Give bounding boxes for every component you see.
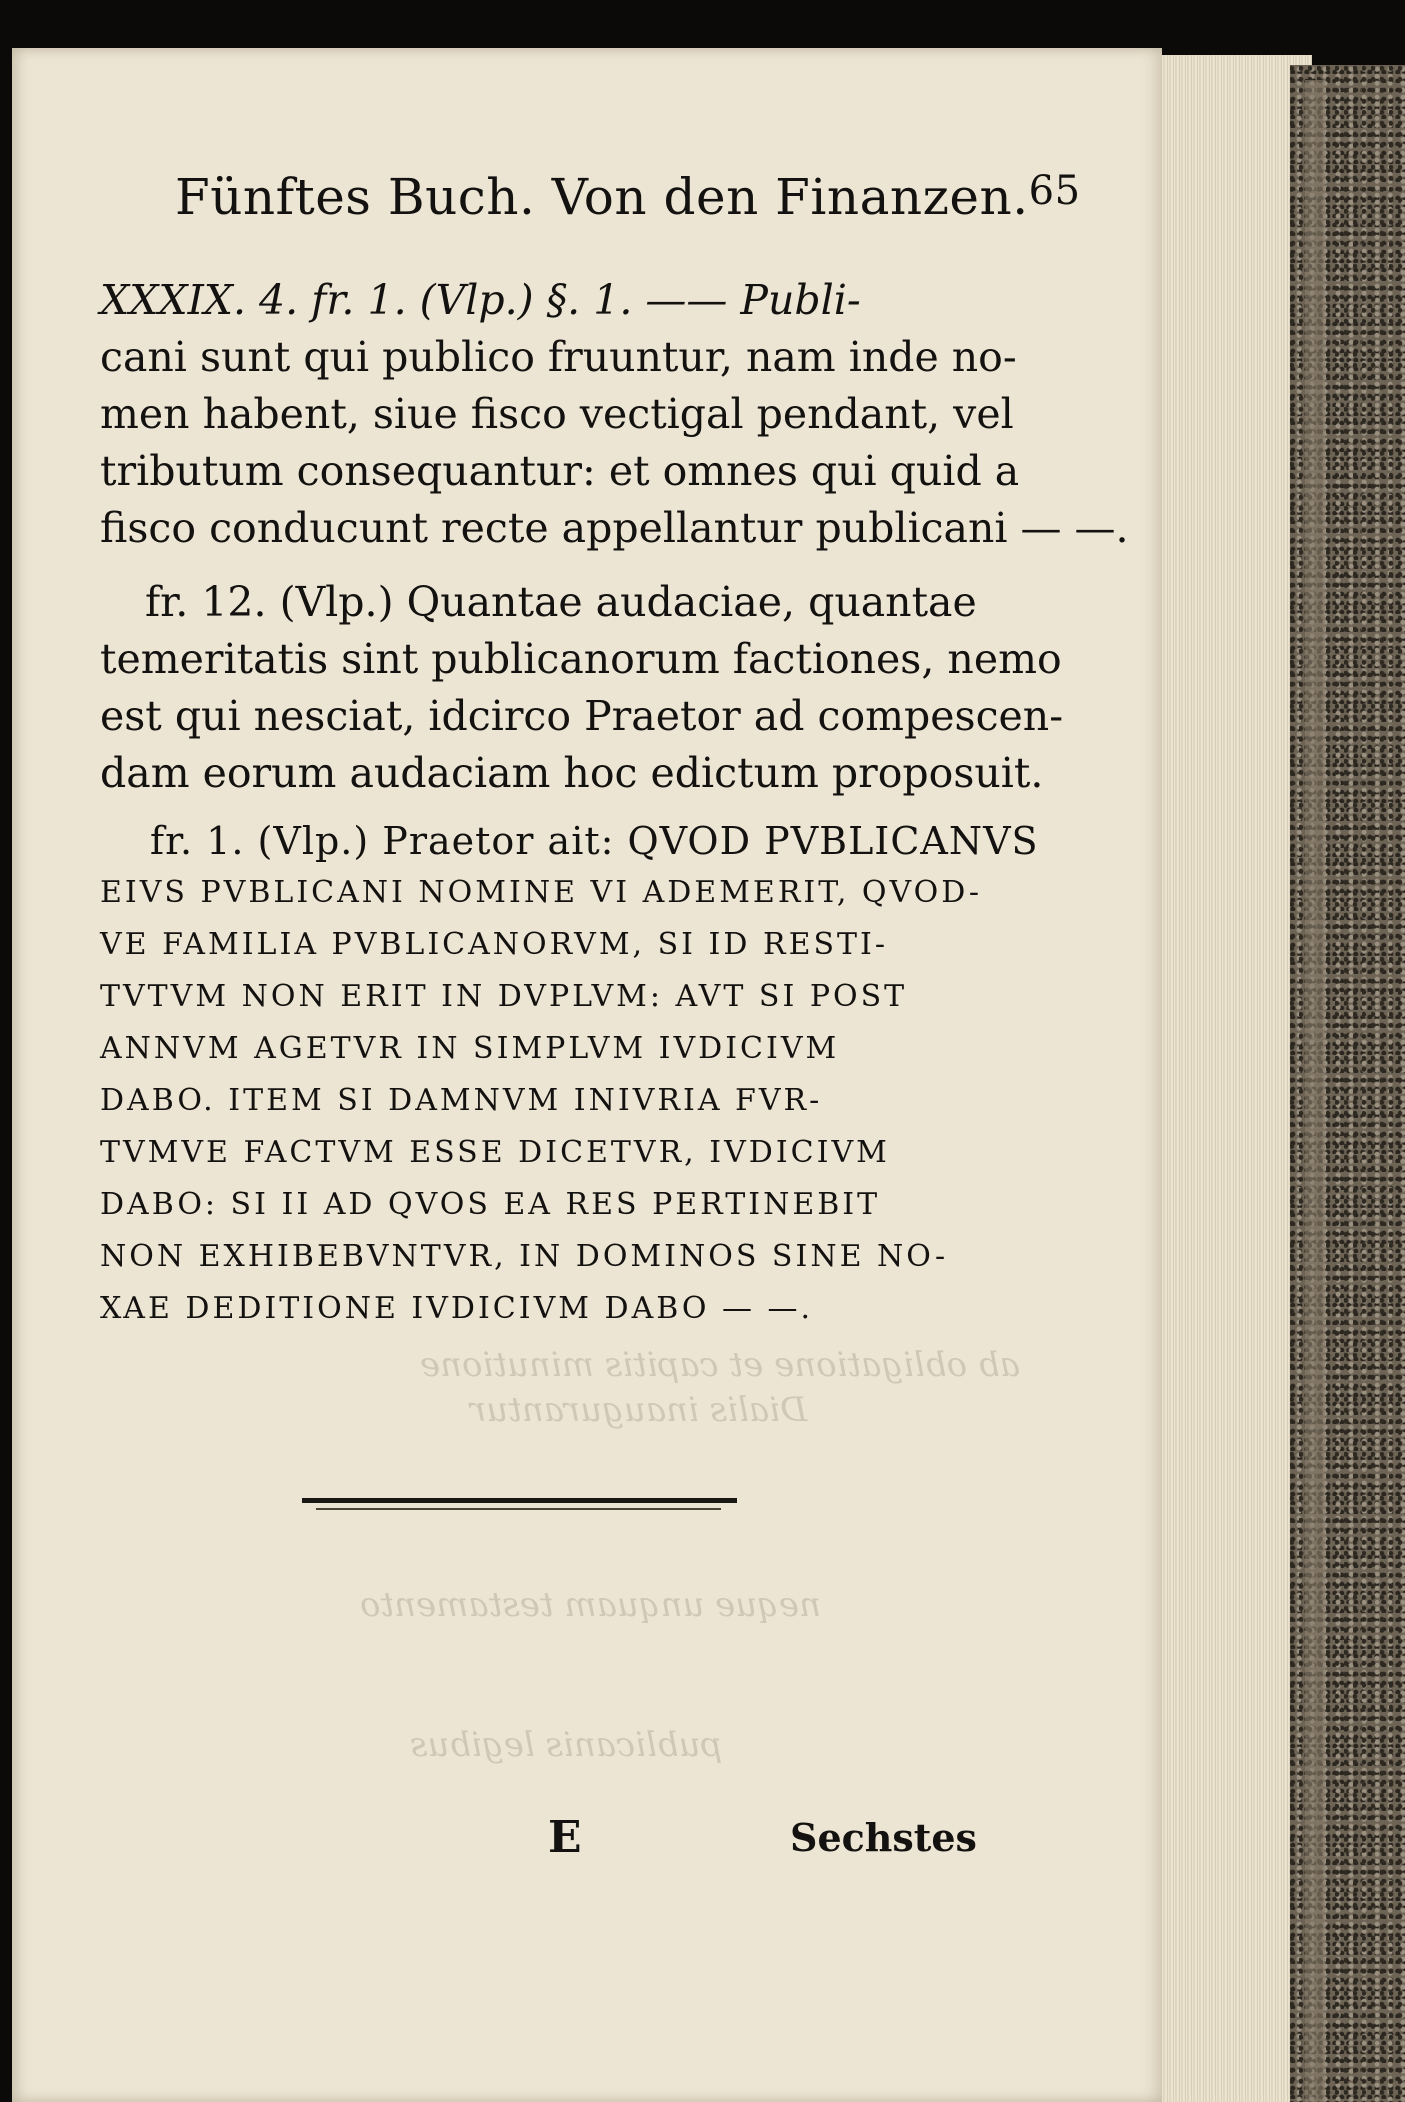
text-line: temeritatis sint publicanorum factiones, nemo bbox=[100, 635, 1062, 683]
running-header bbox=[175, 168, 1081, 226]
text-line: NON EXHIBEBVNTVR, IN DOMINOS SINE NO- bbox=[100, 1239, 949, 1274]
paragraph-1 bbox=[100, 272, 1129, 557]
text-line: fr. 12. (Vlp.) Quantae audaciae, quantae bbox=[145, 578, 977, 626]
text-line: fisco conducunt recte appellantur publicani — —. bbox=[100, 504, 1129, 552]
cover-edge bbox=[1305, 80, 1325, 2102]
running-title: Fünftes Buch. Von den Finanzen. bbox=[175, 168, 1029, 226]
show-through-text: publicanis legibus bbox=[410, 1725, 723, 1765]
text-line: est qui nesciat, idcirco Praetor ad compescen- bbox=[100, 692, 1064, 740]
text-line: men habent, siue fisco vectigal pendant, vel bbox=[100, 390, 1014, 438]
text-line: DABO: SI II AD QVOS EA RES PERTINEBIT bbox=[100, 1187, 881, 1222]
text-line: fr. 1. (Vlp.) Praetor ait: QVOD PVBLICANVS bbox=[150, 819, 1039, 863]
catchword: Sechstes bbox=[790, 1815, 977, 1860]
section-divider bbox=[302, 1498, 737, 1503]
signature-mark: E bbox=[548, 1812, 582, 1863]
text-line: XAE DEDITIONE IVDICIVM DABO — —. bbox=[100, 1291, 814, 1326]
text-line: cani sunt qui publico fruuntur, nam inde no- bbox=[100, 333, 1017, 381]
show-through-text: ab obligatione et capitis minutione bbox=[420, 1345, 1020, 1385]
section-divider-shadow bbox=[316, 1508, 721, 1510]
text-line: TVMVE FACTVM ESSE DICETVR, IVDICIVM bbox=[100, 1135, 890, 1170]
text-line: ANNVM AGETVR IN SIMPLVM IVDICIVM bbox=[100, 1031, 840, 1066]
text-line: DABO. ITEM SI DAMNVM INIVRIA FVR- bbox=[100, 1083, 823, 1118]
text-line: tributum consequantur: et omnes qui quid a bbox=[100, 447, 1020, 495]
page-number: 65 bbox=[1028, 168, 1081, 214]
text-line: XXXIX. 4. fr. 1. (Vlp.) §. 1. —— Publi- bbox=[100, 276, 861, 324]
text-line: TVTVM NON ERIT IN DVPLVM: AVT SI POST bbox=[100, 979, 908, 1014]
text-line: EIVS PVBLICANI NOMINE VI ADEMERIT, QVOD- bbox=[100, 875, 982, 910]
show-through-text: neque unquam testamento bbox=[360, 1585, 821, 1625]
show-through-text: Dialis inaugurantur bbox=[470, 1390, 808, 1430]
text-line: VE FAMILIA PVBLICANORVM, SI ID RESTI- bbox=[100, 927, 889, 962]
text-line: dam eorum audaciam hoc edictum proposuit. bbox=[100, 749, 1044, 797]
paragraph-3 bbox=[100, 815, 1039, 1335]
paragraph-2 bbox=[100, 574, 1064, 802]
